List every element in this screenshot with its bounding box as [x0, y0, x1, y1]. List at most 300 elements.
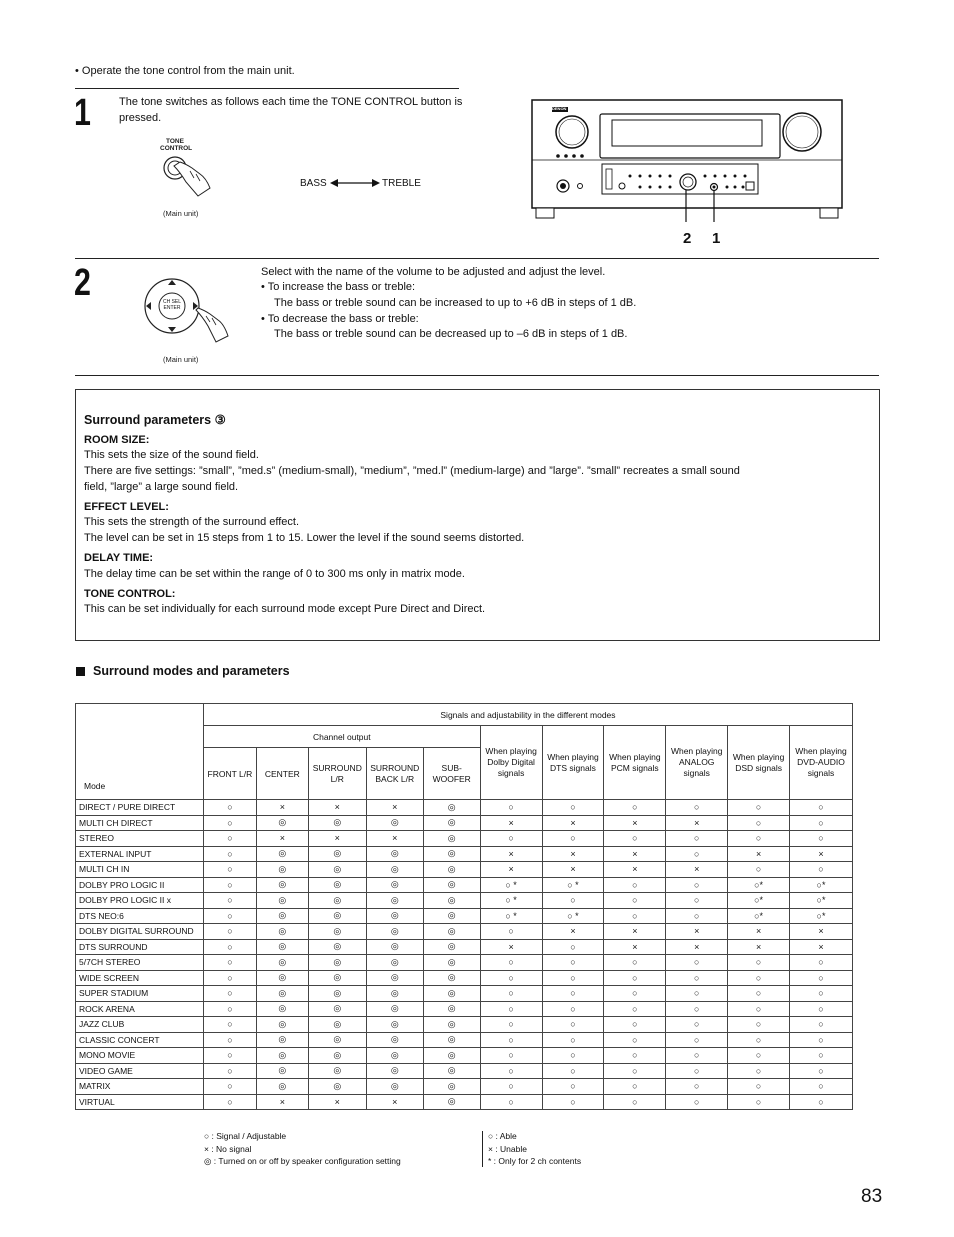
mode-cell: ◎	[366, 893, 423, 909]
mode-cell: ×	[666, 939, 728, 955]
mode-cell: ◎	[308, 1001, 366, 1017]
mode-cell: ○	[666, 1032, 728, 1048]
divider	[75, 375, 879, 376]
param-text: The level can be set in 15 steps from 1 to 15. Lower the level if the sound seems distorted.	[84, 532, 525, 544]
param-text: There are five settings: ”small”, ”med.s” (medium-small), ”medium”, ”med.l” (medium-large) and ”large”. ”small” recreates a small sound	[84, 465, 740, 477]
table-row	[76, 1017, 853, 1033]
column-header: FRONT L/R	[203, 748, 256, 800]
mode-cell: ○	[542, 1063, 604, 1079]
tone-control-button-illustration	[150, 138, 222, 204]
table-row	[76, 955, 853, 971]
mode-cell: ○*	[790, 877, 853, 893]
mode-cell: ×	[604, 924, 666, 940]
surround-modes-table	[75, 703, 853, 1110]
param-text: This can be set individually for each surround mode except Pure Direct and Direct.	[84, 603, 486, 615]
mode-cell: ◎	[256, 908, 308, 924]
mode-cell: ○	[666, 893, 728, 909]
table-row	[76, 1032, 853, 1048]
column-header: When playing DSD signals	[728, 726, 790, 800]
legend-divider	[482, 1131, 483, 1167]
mode-cell: ◎	[256, 1048, 308, 1064]
mode-cell: ○	[480, 1094, 542, 1110]
mode-cell: ◎	[423, 955, 480, 971]
step2-line: The bass or treble sound can be decreased up to –6 dB in steps of 1 dB.	[274, 328, 628, 340]
mode-cell: ○	[666, 970, 728, 986]
mode-cell: ◎	[308, 893, 366, 909]
mode-cell: ○	[542, 800, 604, 816]
mode-cell: ×	[542, 815, 604, 831]
step2-line: Select with the name of the volume to be adjusted and adjust the level.	[261, 266, 606, 278]
mode-cell: ○	[604, 908, 666, 924]
mode-cell: ◎	[366, 815, 423, 831]
mode-cell: ○	[480, 955, 542, 971]
mode-cell: ○	[542, 939, 604, 955]
mode-cell: ○	[604, 1001, 666, 1017]
mode-cell: ○	[666, 1017, 728, 1033]
main-unit-caption: (Main unit)	[163, 209, 199, 218]
mode-cell: ○	[604, 1063, 666, 1079]
mode-cell: ○	[203, 986, 256, 1002]
mode-name: CLASSIC CONCERT	[76, 1032, 204, 1048]
mode-cell: ○ *	[480, 893, 542, 909]
mode-cell: ○	[480, 800, 542, 816]
mode-cell: ○	[666, 800, 728, 816]
mode-cell: ×	[790, 924, 853, 940]
mode-cell: ○	[203, 970, 256, 986]
mode-cell: ○	[728, 970, 790, 986]
square-bullet-icon	[76, 667, 85, 676]
mode-cell: ◎	[308, 1048, 366, 1064]
mode-cell: ○	[604, 877, 666, 893]
mode-cell: ×	[480, 815, 542, 831]
mode-cell: ◎	[366, 939, 423, 955]
mode-cell: ○	[203, 1001, 256, 1017]
mode-cell: ○	[728, 1017, 790, 1033]
mode-name: MONO MOVIE	[76, 1048, 204, 1064]
mode-cell: ○*	[790, 893, 853, 909]
mode-cell: ×	[728, 924, 790, 940]
legend-right	[488, 1130, 581, 1168]
mode-cell: ○	[480, 1048, 542, 1064]
step1-text: The tone switches as follows each time the TONE CONTROL button is pressed.	[119, 96, 463, 124]
mode-name: ROCK ARENA	[76, 1001, 204, 1017]
tone-control-label: TONE CONTROL	[160, 138, 193, 152]
table-row	[76, 1001, 853, 1017]
mode-cell: ○	[542, 1001, 604, 1017]
receiver-illustration	[530, 98, 844, 222]
brand-logo: DENON	[552, 106, 567, 111]
mode-cell: ○	[666, 846, 728, 862]
legend-item: ○ : Able	[488, 1131, 517, 1141]
mode-cell: ○	[790, 815, 853, 831]
mode-cell: ○ *	[480, 877, 542, 893]
mode-cell: ×	[542, 924, 604, 940]
finger-press-icon	[150, 138, 222, 204]
mode-cell: ◎	[308, 970, 366, 986]
mode-cell: ○	[666, 1094, 728, 1110]
mode-cell: ◎	[256, 970, 308, 986]
mode-cell: ○	[604, 955, 666, 971]
mode-cell: ○	[728, 815, 790, 831]
mode-cell: ◎	[308, 877, 366, 893]
mode-cell: ○	[790, 955, 853, 971]
column-header: When playing ANALOG signals	[666, 726, 728, 800]
mode-cell: ○	[666, 986, 728, 1002]
mode-cell: ○	[203, 1094, 256, 1110]
mode-cell: ◎	[366, 986, 423, 1002]
mode-cell: ○	[728, 1063, 790, 1079]
mode-cell: ◎	[366, 924, 423, 940]
mode-cell: ○	[542, 1094, 604, 1110]
mode-cell: ◎	[308, 846, 366, 862]
param-heading: EFFECT LEVEL:	[84, 501, 169, 513]
mode-cell: ○	[666, 1048, 728, 1064]
mode-cell: ◎	[256, 924, 308, 940]
mode-cell: ○	[728, 831, 790, 847]
mode-cell: ◎	[308, 862, 366, 878]
intro-note: • Operate the tone control from the main unit.	[75, 65, 295, 77]
mode-cell: ×	[366, 1094, 423, 1110]
param-text: This sets the strength of the surround effect.	[84, 516, 300, 528]
table-body	[76, 800, 853, 1110]
table-row	[76, 970, 853, 986]
mode-cell: ○ *	[542, 877, 604, 893]
mode-cell: ○	[542, 1017, 604, 1033]
mode-cell: ○	[728, 986, 790, 1002]
mode-cell: ×	[256, 800, 308, 816]
mode-cell: ◎	[423, 877, 480, 893]
mode-cell: ○ *	[542, 908, 604, 924]
mode-cell: ○	[203, 846, 256, 862]
mode-name: WIDE SCREEN	[76, 970, 204, 986]
mode-cell: ○	[542, 1079, 604, 1095]
mode-cell: ○	[728, 1079, 790, 1095]
mode-cell: ◎	[423, 939, 480, 955]
table-row	[76, 939, 853, 955]
mode-name: EXTERNAL INPUT	[76, 846, 204, 862]
double-arrow-icon	[330, 178, 380, 188]
mode-name: MULTI CH DIRECT	[76, 815, 204, 831]
mode-cell: ◎	[308, 1063, 366, 1079]
mode-cell: ◎	[308, 1079, 366, 1095]
surround-parameters-title: Surround parameters ③	[84, 413, 226, 427]
table-row	[76, 986, 853, 1002]
mode-cell: ○	[542, 893, 604, 909]
mode-header: Mode	[76, 704, 204, 800]
mode-cell: ○	[203, 831, 256, 847]
step-number: 1	[74, 92, 91, 134]
mode-cell: ◎	[423, 986, 480, 1002]
mode-cell: ×	[480, 846, 542, 862]
mode-cell: ○	[790, 1063, 853, 1079]
mode-cell: ×	[604, 862, 666, 878]
mode-cell: ◎	[308, 986, 366, 1002]
mode-name: VIRTUAL	[76, 1094, 204, 1110]
mode-cell: ○	[790, 1079, 853, 1095]
column-header: When playing DVD-AUDIO signals	[790, 726, 853, 800]
mode-cell: ○	[203, 1079, 256, 1095]
mode-cell: ◎	[366, 970, 423, 986]
param-text: The delay time can be set within the range of 0 to 300 ms only in matrix mode.	[84, 568, 465, 580]
mode-name: DOLBY DIGITAL SURROUND	[76, 924, 204, 940]
mode-name: 5/7CH STEREO	[76, 955, 204, 971]
mode-cell: ×	[604, 815, 666, 831]
mode-cell: ×	[542, 862, 604, 878]
table-row	[76, 1094, 853, 1110]
mode-cell: ◎	[256, 846, 308, 862]
mode-cell: ×	[256, 1094, 308, 1110]
mode-cell: ○	[203, 800, 256, 816]
mode-cell: ◎	[366, 862, 423, 878]
mode-name: MATRIX	[76, 1079, 204, 1095]
mode-cell: ◎	[366, 1032, 423, 1048]
ch-sel-enter-label: CH SEL ENTER	[162, 299, 182, 311]
mode-cell: ◎	[256, 1079, 308, 1095]
mode-cell: ○	[666, 1079, 728, 1095]
mode-cell: ○	[728, 862, 790, 878]
mode-cell: ◎	[423, 893, 480, 909]
mode-cell: ×	[604, 846, 666, 862]
mode-cell: ◎	[423, 815, 480, 831]
legend-item: ○ : Signal / Adjustable	[204, 1131, 287, 1141]
mode-cell: ○	[728, 800, 790, 816]
mode-cell: ○	[790, 831, 853, 847]
table-row	[76, 862, 853, 878]
legend-item: × : No signal	[204, 1143, 252, 1154]
mode-cell: ◎	[423, 846, 480, 862]
mode-cell: ◎	[366, 846, 423, 862]
param-heading: DELAY TIME:	[84, 552, 154, 564]
table-row	[76, 846, 853, 862]
callout-2: 2	[683, 230, 692, 247]
mode-cell: ○	[203, 924, 256, 940]
column-header: CENTER	[256, 748, 308, 800]
mode-cell: ○	[203, 862, 256, 878]
mode-cell: ◎	[423, 1079, 480, 1095]
mode-cell: ○	[790, 986, 853, 1002]
mode-cell: ◎	[366, 877, 423, 893]
table-row	[76, 1048, 853, 1064]
table-row	[76, 815, 853, 831]
param-text: This sets the size of the sound field.	[84, 449, 259, 461]
step2-line: • To increase the bass or treble:	[261, 281, 416, 293]
mode-cell: ◎	[423, 1048, 480, 1064]
mode-cell: ◎	[308, 939, 366, 955]
mode-cell: ◎	[308, 924, 366, 940]
legend-left	[204, 1130, 401, 1168]
mode-cell: ○	[203, 1017, 256, 1033]
mode-cell: ×	[308, 831, 366, 847]
mode-cell: ○	[728, 955, 790, 971]
mode-cell: ○	[604, 800, 666, 816]
mode-cell: ×	[666, 815, 728, 831]
mode-cell: ○	[790, 1017, 853, 1033]
mode-cell: ◎	[256, 955, 308, 971]
mode-cell: ×	[256, 831, 308, 847]
mode-cell: ◎	[366, 1048, 423, 1064]
mode-cell: ○	[604, 893, 666, 909]
mode-cell: ○ *	[480, 908, 542, 924]
mode-cell: ○	[790, 1001, 853, 1017]
mode-cell: ○	[480, 970, 542, 986]
mode-cell: ○	[203, 1032, 256, 1048]
mode-cell: ◎	[423, 1094, 480, 1110]
mode-cell: ◎	[256, 986, 308, 1002]
mode-cell: ○	[666, 955, 728, 971]
mode-cell: ○	[666, 877, 728, 893]
mode-cell: ×	[480, 862, 542, 878]
mode-cell: ◎	[366, 908, 423, 924]
mode-cell: ○	[790, 862, 853, 878]
table-row	[76, 800, 853, 816]
receiver-front-panel-icon	[530, 98, 844, 222]
mode-cell: ◎	[308, 815, 366, 831]
mode-cell: ×	[366, 831, 423, 847]
mode-name: DIRECT / PURE DIRECT	[76, 800, 204, 816]
mode-name: STEREO	[76, 831, 204, 847]
mode-cell: ◎	[256, 939, 308, 955]
column-header: SURROUND BACK L/R	[366, 748, 423, 800]
mode-cell: ◎	[256, 893, 308, 909]
column-header: When playing DTS signals	[542, 726, 604, 800]
table-row	[76, 893, 853, 909]
mode-cell: ○	[203, 893, 256, 909]
mode-cell: ×	[790, 939, 853, 955]
mode-cell: ○	[203, 1048, 256, 1064]
mode-cell: ◎	[423, 908, 480, 924]
mode-cell: ×	[480, 939, 542, 955]
mode-cell: ◎	[423, 1063, 480, 1079]
mode-cell: ○	[480, 1079, 542, 1095]
mode-cell: ○	[480, 1032, 542, 1048]
mode-cell: ○	[728, 1032, 790, 1048]
divider	[75, 258, 879, 259]
mode-cell: ×	[790, 846, 853, 862]
param-heading: TONE CONTROL:	[84, 588, 176, 600]
mode-cell: ○	[203, 939, 256, 955]
mode-name: DOLBY PRO LOGIC II	[76, 877, 204, 893]
mode-cell: ○	[203, 908, 256, 924]
mode-cell: ◎	[256, 1017, 308, 1033]
divider	[75, 88, 459, 89]
mode-cell: ○	[728, 1094, 790, 1110]
mode-cell: ○	[666, 908, 728, 924]
mode-cell: ◎	[256, 815, 308, 831]
mode-cell: ×	[308, 1094, 366, 1110]
mode-cell: ◎	[423, 862, 480, 878]
mode-cell: ○	[666, 1063, 728, 1079]
mode-cell: ◎	[423, 970, 480, 986]
mode-cell: ◎	[366, 1017, 423, 1033]
mode-cell: ○	[790, 800, 853, 816]
mode-cell: ○	[604, 970, 666, 986]
directional-pad-icon	[140, 270, 230, 350]
legend-item: * : Only for 2 ch contents	[488, 1156, 582, 1166]
mode-cell: ◎	[423, 800, 480, 816]
mode-cell: ○	[728, 1048, 790, 1064]
table-row	[76, 1063, 853, 1079]
column-header: When playing Dolby Digital signals	[480, 726, 542, 800]
mode-cell: ○	[604, 1048, 666, 1064]
step2-line: The bass or treble sound can be increased to up to +6 dB in steps of 1 dB.	[274, 297, 637, 309]
mode-cell: ○	[604, 986, 666, 1002]
mode-name: SUPER STADIUM	[76, 986, 204, 1002]
mode-cell: ○	[480, 1017, 542, 1033]
mode-cell: ×	[604, 939, 666, 955]
mode-cell: ◎	[308, 908, 366, 924]
main-unit-caption: (Main unit)	[163, 355, 199, 364]
page-number: 83	[861, 1186, 883, 1207]
mode-cell: ○	[542, 831, 604, 847]
mode-cell: ◎	[366, 1063, 423, 1079]
param-heading: ROOM SIZE:	[84, 434, 150, 446]
mode-cell: ○	[542, 955, 604, 971]
mode-cell: ○	[542, 1048, 604, 1064]
table-row	[76, 831, 853, 847]
mode-cell: ○	[666, 831, 728, 847]
table-row	[76, 877, 853, 893]
mode-cell: ○*	[728, 908, 790, 924]
param-text: field, ”large” a large sound field.	[84, 481, 239, 493]
mode-cell: ○	[542, 1032, 604, 1048]
mode-cell: ◎	[256, 862, 308, 878]
mode-cell: ○	[790, 1032, 853, 1048]
mode-cell: ×	[728, 846, 790, 862]
mode-cell: ◎	[308, 1017, 366, 1033]
step2-line: • To decrease the bass or treble:	[261, 313, 419, 325]
mode-cell: ○	[480, 1001, 542, 1017]
mode-cell: ○	[480, 924, 542, 940]
mode-cell: ○	[480, 831, 542, 847]
mode-name: MULTI CH IN	[76, 862, 204, 878]
mode-cell: ◎	[256, 1063, 308, 1079]
channel-output-header: Channel output	[203, 726, 480, 748]
table-row	[76, 1079, 853, 1095]
mode-cell: ◎	[308, 1032, 366, 1048]
mode-cell: ×	[308, 800, 366, 816]
mode-cell: ○	[542, 970, 604, 986]
table-row	[76, 908, 853, 924]
modes-section-title: Surround modes and parameters	[93, 664, 290, 678]
mode-name: DOLBY PRO LOGIC II x	[76, 893, 204, 909]
legend-item: ◎ : Turned on or off by speaker configuration setting	[204, 1156, 401, 1166]
mode-cell: ◎	[366, 955, 423, 971]
mode-name: JAZZ CLUB	[76, 1017, 204, 1033]
mode-cell: ○	[790, 1048, 853, 1064]
legend-item: × : Unable	[488, 1143, 527, 1154]
column-header: SURROUND L/R	[308, 748, 366, 800]
mode-cell: ○	[604, 1094, 666, 1110]
mode-cell: ○	[604, 1032, 666, 1048]
callout-1: 1	[712, 230, 721, 247]
ch-sel-enter-button-illustration	[140, 270, 230, 350]
mode-cell: ○	[604, 1017, 666, 1033]
mode-cell: ○	[203, 815, 256, 831]
mode-cell: ○	[790, 1094, 853, 1110]
bass-label: BASS	[300, 178, 327, 189]
mode-name: DTS NEO:6	[76, 908, 204, 924]
mode-cell: ○	[203, 955, 256, 971]
mode-cell: ○	[666, 1001, 728, 1017]
mode-cell: ◎	[366, 1079, 423, 1095]
mode-cell: ×	[666, 924, 728, 940]
mode-name: VIDEO GAME	[76, 1063, 204, 1079]
mode-cell: ◎	[423, 1001, 480, 1017]
treble-label: TREBLE	[382, 178, 421, 189]
mode-cell: ○	[728, 1001, 790, 1017]
mode-cell: ◎	[256, 1032, 308, 1048]
mode-cell: ◎	[423, 1032, 480, 1048]
